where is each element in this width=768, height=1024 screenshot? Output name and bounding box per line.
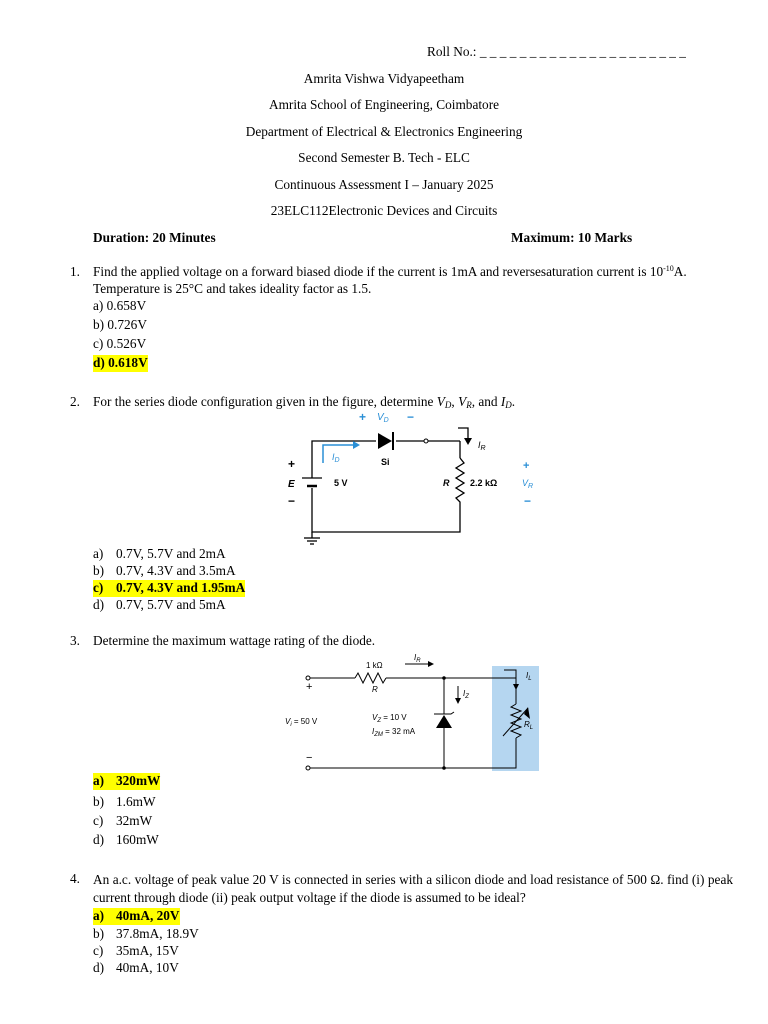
q2-vd-sub: D [444, 400, 452, 410]
q4-option-b-label: b) [93, 926, 105, 941]
q3-text: Determine the maximum wattage rating of the diode. [93, 633, 376, 648]
q3-fig-r-value: 1 kΩ [366, 661, 383, 670]
q3-number: 3. [70, 633, 80, 648]
roll-no [427, 44, 686, 61]
q3-current-iz-arrowhead [455, 698, 461, 704]
q3-resistor [355, 673, 386, 683]
q2-option-d-label: d) [93, 597, 105, 612]
q2-option-d [93, 597, 226, 614]
q3-terminal-bottom [306, 766, 310, 770]
q2-fig-vd: $V_D$ [377, 412, 389, 424]
q4-number: 4. [70, 871, 80, 886]
q2-option-c-text: 0.7V, 4.3V and 1.95mA [116, 580, 246, 595]
q2-current-ir-arrowhead [464, 438, 472, 445]
q2-fig-vd-minus: − [407, 410, 415, 424]
q3-option-c-label: c) [93, 813, 104, 828]
q2-fig-vd-plus: + [359, 410, 367, 424]
q2-id: I [500, 394, 506, 409]
school-name: Amrita School of Engineering, Coimbatore [268, 97, 500, 112]
q1-text [93, 264, 733, 297]
q1-text-a: Find the applied voltage on a forward biased diode if the current is 1mA and reversesaturation current is 10 [93, 264, 664, 279]
q2-fig-vr-plus: + [523, 460, 530, 472]
q2-option-a-label: a) [93, 546, 104, 561]
q4-option-d-label: d) [93, 960, 105, 975]
q2-number: 2. [70, 394, 80, 409]
q2-end: . [511, 394, 516, 409]
q2-vr: V [458, 394, 467, 409]
q1-number: 1. [70, 264, 80, 279]
q2-vd: V [436, 394, 445, 409]
q2-vr-sub: R [466, 400, 472, 410]
q3-fig-izm: $I_{ZM} = 32$ mA [372, 727, 416, 738]
q2-option-b-text: 0.7V, 4.3V and 3.5mA [116, 563, 236, 578]
q2-circuit-diagram [280, 408, 550, 548]
q3-option-a-label: a) [93, 773, 105, 788]
q3-terminal-top [306, 676, 310, 680]
q2-fig-e-value: 5 V [334, 478, 348, 488]
q2-fig-vr: $V_R$ [522, 478, 534, 490]
q2-sep1: , [451, 394, 459, 409]
q2-current-id-arrowhead [353, 441, 360, 449]
q2-current-ir-arrow [458, 428, 468, 438]
q2-option-a-text: 0.7V, 5.7V and 2mA [116, 546, 226, 561]
q3-option-a-answer [93, 773, 160, 790]
q1-option-d-answer: d) 0.618V [93, 355, 148, 370]
q2-sep2: , and [471, 394, 501, 409]
q3-wire-bottom [310, 738, 516, 768]
q3-option-c [93, 813, 152, 830]
q2-diode-triangle [378, 433, 392, 449]
q3-fig-vz: $V_Z = 10$ V [372, 713, 407, 724]
q3-node-top [442, 676, 446, 680]
q2-option-c-answer [93, 580, 245, 597]
q3-circuit-diagram [280, 652, 545, 777]
q3-option-c-text: 32mW [116, 813, 153, 828]
q4-option-b-text: 37.8mA, 18.9V [116, 926, 199, 941]
q2-option-b [93, 563, 236, 580]
q3-option-d-text: 160mW [116, 832, 159, 847]
duration: Duration: 20 Minutes [93, 230, 216, 245]
q2-fig-e-plus: + [288, 457, 296, 471]
q2-option-a [93, 546, 226, 563]
q4-option-d-text: 40mA, 10V [116, 960, 179, 975]
q2-option-d-text: 0.7V, 5.7V and 5mA [116, 597, 226, 612]
q3-option-a-text: 320mW [116, 773, 161, 788]
q2-fig-e: E [288, 479, 295, 490]
q2-wire-bottom [312, 488, 460, 532]
q2-fig-vr-minus: − [524, 494, 532, 508]
q3-option-b [93, 794, 156, 811]
q4-option-c-label: c) [93, 943, 104, 958]
q2-id-sub: D [505, 400, 512, 410]
q2-fig-id: $I_D$ [332, 452, 340, 464]
q2-fig-e-minus: − [288, 494, 296, 508]
q4-option-c-text: 35mA, 15V [116, 943, 179, 958]
q3-current-ir-arrowhead [428, 661, 434, 667]
q4-option-d [93, 960, 179, 977]
q2-fig-si: Si [381, 457, 390, 467]
q4-option-c [93, 943, 179, 960]
q3-fig-iz: $I_Z$ [463, 689, 469, 700]
course-title: 23ELC112Electronic Devices and Circuits [270, 203, 498, 218]
q2-text-a: For the series diode configuration given in the figure, determine [93, 394, 437, 409]
q3-zener-triangle [436, 715, 452, 728]
q3-option-b-text: 1.6mW [116, 794, 156, 809]
max-marks: Maximum: 10 Marks [511, 230, 633, 245]
department-name: Department of Electrical & Electronics Engineering [245, 124, 523, 139]
q1-text-sup: -10 [663, 264, 674, 273]
exam-title: Continuous Assessment I – January 2025 [274, 177, 494, 192]
q4-option-a-answer [93, 908, 180, 925]
q3-option-d-label: d) [93, 832, 105, 847]
q2-wire-left-top [312, 441, 376, 478]
q4-text: An a.c. voltage of peak value 20 V is connected in series with a silicon diode and load resistance of 500 Ω. find (i) peak current through diode (ii) peak output voltage if the diode is assumed to be ideal? [93, 872, 733, 905]
q3-fig-ir: $I_R$ [414, 653, 421, 664]
q2-option-c-label: c) [93, 580, 104, 595]
roll-no-label: Roll No.: [427, 44, 477, 59]
q1-option-b: b) 0.726V [93, 317, 147, 332]
q1-option-c: c) 0.526V [93, 336, 147, 351]
q2-option-b-label: b) [93, 563, 105, 578]
q3-fig-r: R [372, 685, 378, 694]
q3-node-bottom [442, 766, 446, 770]
q4-option-b [93, 926, 199, 943]
q2-resistor [456, 458, 464, 506]
q2-fig-r-value: 2.2 kΩ [470, 478, 498, 488]
q3-fig-vi: $V_i = 50$ V [285, 717, 318, 728]
q3-fig-minus: − [306, 752, 313, 764]
q3-fig-il: $I_L$ [526, 671, 532, 682]
roll-no-blank: _ _ _ _ _ _ _ _ _ _ _ _ _ _ _ _ _ _ _ _ _ [479, 44, 686, 59]
semester-title: Second Semester B. Tech - ELC [298, 150, 470, 165]
q3-option-d [93, 832, 159, 849]
q3-option-b-label: b) [93, 794, 105, 809]
q3-fig-plus: + [306, 681, 313, 693]
q1-text-b: A. Temperature is 25°C and takes ideality factor as 1.5. [93, 264, 687, 296]
q2-fig-ir: $I_R$ [478, 440, 486, 452]
q2-fig-r: R [443, 478, 450, 488]
q2-node [424, 439, 428, 443]
q4-option-a-label: a) [93, 908, 105, 923]
university-name: Amrita Vishwa Vidyapeetham [303, 71, 465, 86]
q1-option-a: a) 0.658V [93, 298, 147, 313]
q4-option-a-text: 40mA, 20V [116, 908, 180, 923]
q3-fig-rl: $R_L$ [524, 720, 534, 731]
